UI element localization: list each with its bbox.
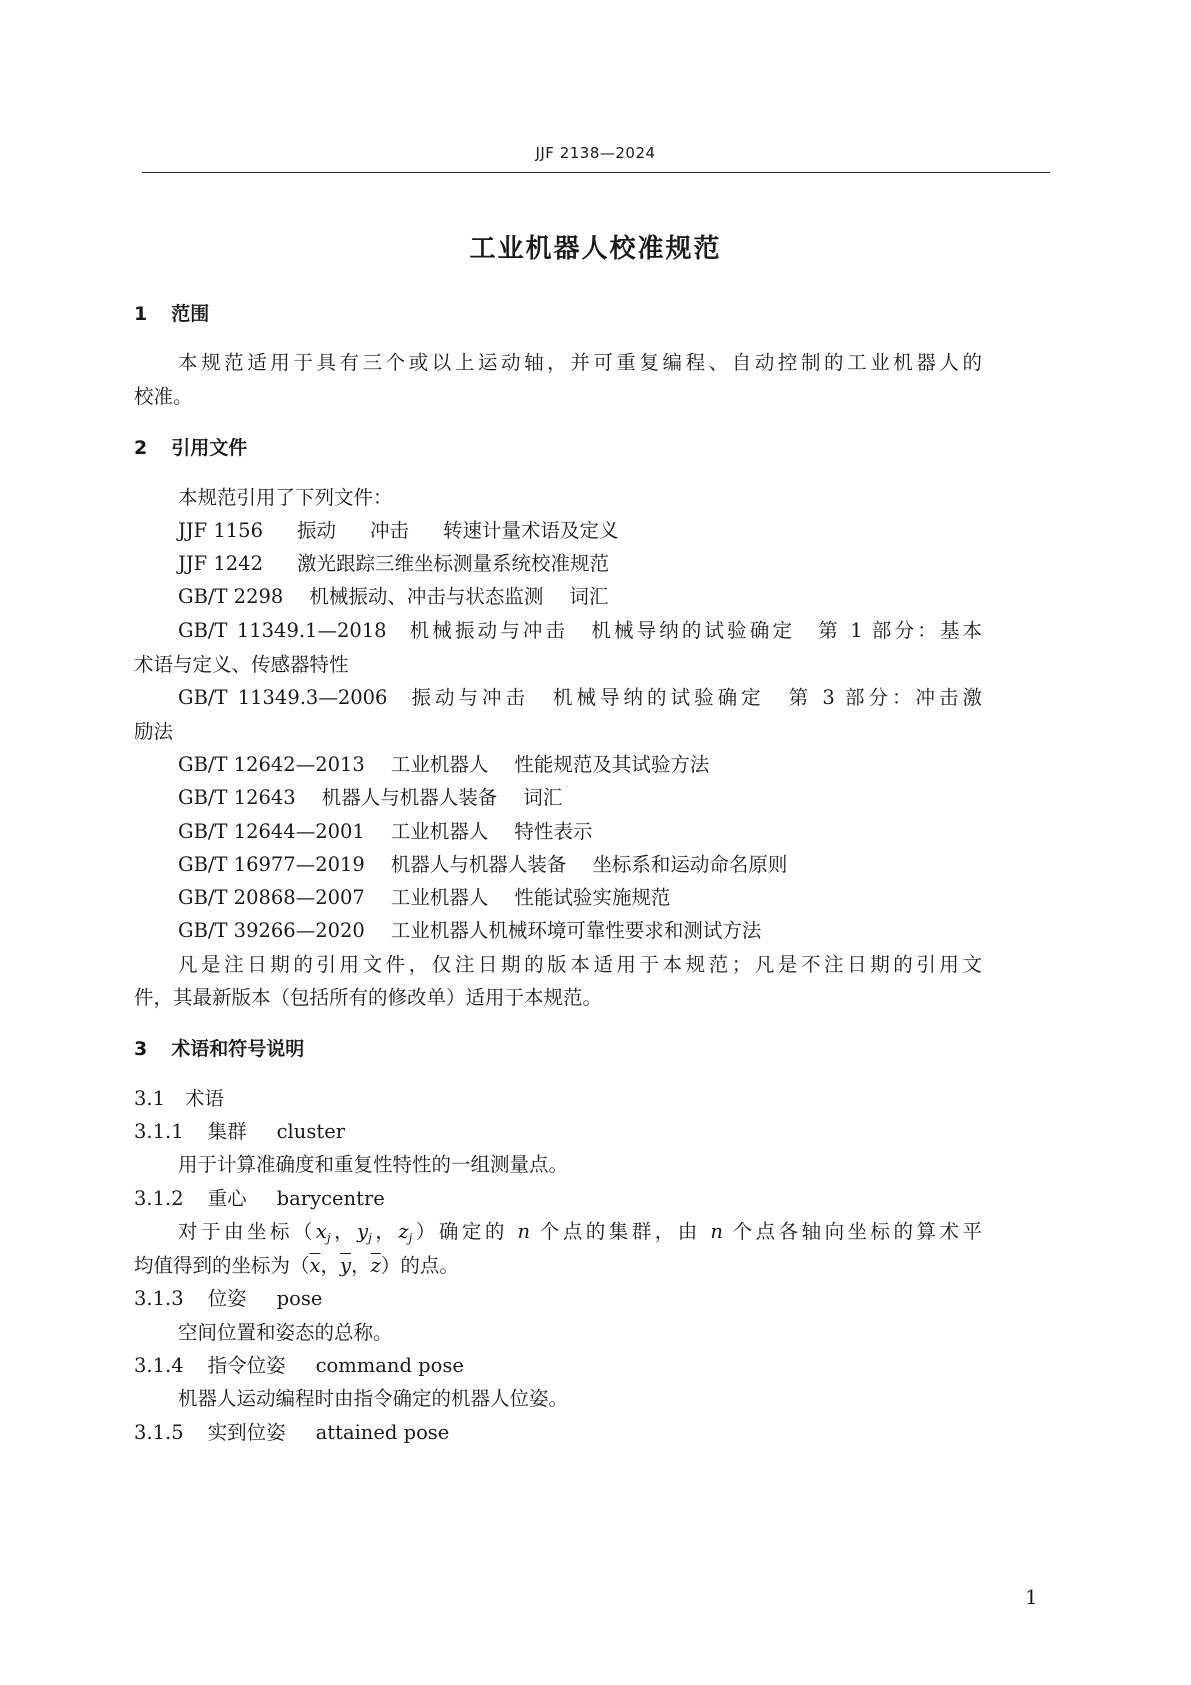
reference-title-part: 工业机器人	[390, 753, 489, 776]
paragraph-line: 凡是注日期的引用文件，仅注日期的版本适用于本规范；凡是不注日期的引用文	[178, 953, 982, 976]
term-heading	[134, 1286, 322, 1312]
term-cn: 重心	[207, 1187, 247, 1210]
term-definition-continuation: 均值得到的坐标为（$\overline{x}$，$\overline{y}$，$\overline{z}$）的点。	[134, 1254, 459, 1277]
var-n: n	[710, 1220, 723, 1243]
term-en: command pose	[315, 1354, 464, 1377]
section-title: 引用文件	[171, 437, 248, 459]
term-cn: 位姿	[207, 1287, 247, 1310]
term-number: 3.1.4	[134, 1354, 184, 1377]
page-number: 1	[1025, 1585, 1038, 1609]
mean-z: $\overline{z}$	[370, 1254, 381, 1277]
term-heading	[134, 1353, 464, 1379]
reference-title-part: 机械导纳的试验确定	[549, 686, 765, 709]
section-2-heading	[134, 435, 247, 461]
reference-item	[178, 918, 761, 944]
reference-code: GB/T 12643	[178, 786, 296, 809]
var-x: x	[315, 1220, 327, 1243]
section-title: 术语和符号说明	[171, 1038, 305, 1060]
paragraph-line: 本规范引用了下列文件：	[178, 486, 393, 509]
reference-item	[178, 584, 608, 610]
section-number: 1	[134, 303, 148, 325]
term-en: attained pose	[315, 1421, 450, 1444]
subscript-j: j	[408, 1231, 413, 1245]
reference-title-part: 工业机器人机械环境可靠性要求和测试方法	[390, 919, 762, 942]
reference-item	[178, 518, 619, 544]
subsection-number: 3.1	[134, 1087, 166, 1110]
reference-code: GB/T 11349.3—2006	[178, 686, 388, 709]
reference-title-part: 特性表示	[514, 820, 593, 843]
reference-item	[178, 852, 787, 878]
document-title: 工业机器人校准规范	[469, 234, 722, 264]
reference-title-part: 第 1 部分：基本	[815, 619, 982, 642]
reference-title-part: 工业机器人	[390, 820, 489, 843]
term-heading	[134, 1186, 385, 1212]
term-definition: 用于计算准确度和重复性特性的一组测量点。	[178, 1153, 569, 1176]
subsection-title: 术语	[185, 1087, 225, 1110]
reference-code: JJF 1242	[178, 552, 263, 575]
mean-y: $\overline{y}$	[340, 1254, 352, 1277]
term-definition: 机器人运动编程时由指令确定的机器人位姿。	[178, 1387, 569, 1410]
section-number: 3	[134, 1038, 148, 1060]
reference-title-part: 机械振动、冲击与状态监测	[309, 585, 544, 608]
section-3-heading	[134, 1036, 304, 1062]
reference-item	[178, 685, 982, 711]
term-cn: 集群	[207, 1120, 247, 1143]
reference-code: JJF 1156	[178, 519, 263, 542]
reference-item	[178, 551, 609, 577]
paragraph-line: 本规范适用于具有三个或以上运动轴，并可重复编程、自动控制的工业机器人的	[178, 351, 982, 374]
term-number: 3.1.2	[134, 1187, 184, 1210]
term-number: 3.1.1	[134, 1120, 184, 1143]
reference-continuation: 励法	[134, 720, 174, 743]
section-number: 2	[134, 437, 148, 459]
reference-title-part: 机械振动与冲击	[406, 619, 569, 642]
term-en: cluster	[276, 1120, 346, 1143]
section-title: 范围	[171, 303, 210, 325]
reference-title-part: 振动	[297, 519, 337, 542]
term-definition: 对于由坐标（$x_j$，$y_j$，$z_j$）确定的 n 个点的集群，由 n 个点各轴向坐标的算术平	[178, 1220, 982, 1245]
reference-title-part: 词汇	[523, 786, 563, 809]
reference-title-part: 第 3 部分：冲击激	[784, 686, 982, 709]
reference-title-part: 振动与冲击	[407, 686, 530, 709]
reference-continuation: 术语与定义、传感器特性	[134, 653, 349, 676]
reference-title-part: 机器人与机器人装备	[321, 786, 498, 809]
reference-item	[178, 819, 592, 845]
header-divider	[142, 172, 1050, 173]
term-heading	[134, 1420, 449, 1446]
term-cn: 实到位姿	[207, 1421, 286, 1444]
term-number: 3.1.3	[134, 1287, 184, 1310]
var-z: z	[398, 1220, 409, 1243]
reference-item	[178, 785, 562, 811]
reference-code: GB/T 11349.1—2018	[178, 619, 387, 642]
reference-item	[178, 885, 670, 911]
term-definition: 空间位置和姿态的总称。	[178, 1321, 393, 1344]
reference-title-part: 机器人与机器人装备	[390, 853, 567, 876]
mean-x: $\overline{x}$	[309, 1254, 321, 1277]
reference-code: GB/T 20868—2007	[178, 886, 365, 909]
term-en: pose	[276, 1287, 323, 1310]
reference-title-part: 工业机器人	[390, 886, 489, 909]
paragraph-line: 件，其最新版本（包括所有的修改单）适用于本规范。	[134, 986, 603, 1009]
reference-item	[178, 752, 709, 778]
section-1-heading	[134, 301, 209, 327]
term-en: barycentre	[276, 1187, 385, 1210]
reference-title-part: 坐标系和运动命名原则	[592, 853, 788, 876]
subsection-heading	[134, 1086, 224, 1112]
reference-code: GB/T 16977—2019	[178, 853, 365, 876]
var-y: y	[357, 1220, 369, 1243]
paragraph-line: 校准。	[134, 385, 193, 408]
reference-title-part: 性能规范及其试验方法	[514, 753, 710, 776]
subscript-j: j	[326, 1231, 331, 1245]
reference-code: GB/T 12642—2013	[178, 753, 365, 776]
subscript-j: j	[368, 1231, 372, 1245]
header-standard-code: JJF 2138—2024	[535, 144, 656, 162]
term-heading	[134, 1119, 345, 1145]
reference-title-part: 冲击	[370, 519, 410, 542]
term-number: 3.1.5	[134, 1421, 184, 1444]
reference-title-part: 机械导纳的试验确定	[588, 619, 796, 642]
reference-item	[178, 618, 982, 644]
reference-code: GB/T 12644—2001	[178, 820, 365, 843]
reference-code: GB/T 39266—2020	[178, 919, 365, 942]
term-cn: 指令位姿	[207, 1354, 286, 1377]
var-n: n	[517, 1220, 531, 1243]
reference-title-part: 转速计量术语及定义	[443, 519, 619, 542]
reference-title-part: 性能试验实施规范	[514, 886, 671, 909]
reference-title-part: 激光跟踪三维坐标测量系统校准规范	[297, 552, 610, 575]
reference-code: GB/T 2298	[178, 585, 284, 608]
reference-title-part: 词汇	[569, 585, 609, 608]
